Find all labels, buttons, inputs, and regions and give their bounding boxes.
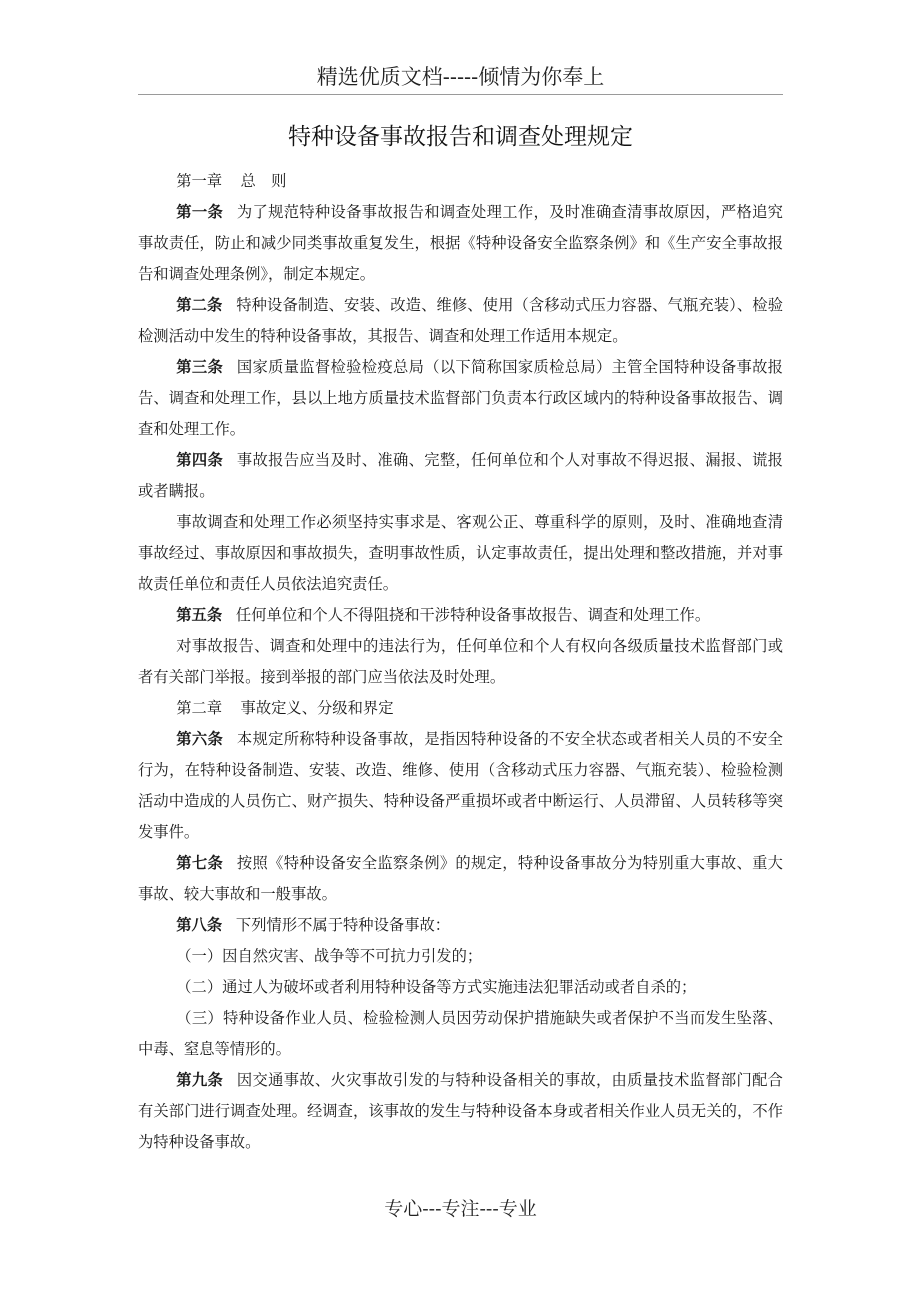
article-text: 任何单位和个人不得阻挠和干涉特种设备事故报告、调查和处理工作。 <box>235 606 711 624</box>
article-label: 第二条 <box>176 296 223 314</box>
article-paragraph <box>138 848 783 910</box>
chapter-heading <box>138 166 783 197</box>
article-paragraph <box>138 197 783 290</box>
chapter-heading <box>138 693 783 724</box>
article-paragraph <box>138 724 783 848</box>
article-label: 第八条 <box>176 916 223 934</box>
article-paragraph <box>138 1065 783 1158</box>
article-label: 第五条 <box>176 606 223 624</box>
article-text: 为了规范特种设备事故报告和调查处理工作，及时准确查清事故原因，严格追究事故责任，防止和减少同类事故重复发生，根据《特种设备安全监察条例》和《生产安全事故报告和调查处理条例》，制定本规定。 <box>138 203 783 283</box>
body-paragraph: 事故调查和处理工作必须坚持实事求是、客观公正、尊重科学的原则，及时、准确地查清事故经过、事故原因和事故损失，查明事故性质，认定事故责任，提出处理和整改措施，并对事故责任单位和责任人员依法追究责任。 <box>138 513 783 593</box>
article-paragraph <box>138 352 783 445</box>
list-item: （一）因自然灾害、战争等不可抗力引发的； <box>176 947 483 965</box>
article-paragraph <box>138 600 783 631</box>
article-label: 第一条 <box>176 203 224 221</box>
article-text: 国家质量监督检验检疫总局（以下简称国家质检总局）主管全国特种设备事故报告、调查和处理工作，县以上地方质量技术监督部门负责本行政区域内的特种设备事故报告、调查和处理工作。 <box>138 358 783 438</box>
document-body <box>138 166 783 1158</box>
article-paragraph <box>138 445 783 507</box>
list-item: （三）特种设备作业人员、检验检测人员因劳动保护措施缺失或者保护不当而发生坠落、中毒、窒息等情形的。 <box>138 1009 783 1058</box>
article-label: 第六条 <box>176 730 224 748</box>
article-label: 第七条 <box>176 854 224 872</box>
article-text: 本规定所称特种设备事故，是指因特种设备的不安全状态或者相关人员的不安全行为，在特种设备制造、安装、改造、维修、使用（含移动式压力容器、气瓶充装）、检验检测活动中造成的人员伤亡、财产损失、特种设备严重损坏或者中断运行、人员滞留、人员转移等突发事件。 <box>138 730 783 841</box>
chapter-label: 第一章 <box>176 172 223 190</box>
article-label: 第三条 <box>176 358 224 376</box>
article-text: 下列情形不属于特种设备事故： <box>235 916 451 934</box>
chapter-name: 事故定义、分级和界定 <box>240 699 394 717</box>
article-text: 事故报告应当及时、准确、完整，任何单位和个人对事故不得迟报、漏报、谎报或者瞒报。 <box>138 451 783 500</box>
chapter-label: 第二章 <box>176 699 223 717</box>
list-item: （二）通过人为破坏或者利用特种设备等方式实施违法犯罪活动或者自杀的； <box>176 978 697 996</box>
chapter-name: 总 则 <box>240 172 287 190</box>
article-text: 因交通事故、火灾事故引发的与特种设备相关的事故，由质量技术监督部门配合有关部门进行调查处理。经调查，该事故的发生与特种设备本身或者相关作业人员无关的，不作为特种设备事故。 <box>138 1071 783 1151</box>
article-paragraph <box>138 290 783 352</box>
page-footer: 专心---专注---专业 <box>384 1198 537 1220</box>
article-label: 第九条 <box>176 1071 224 1089</box>
article-label: 第四条 <box>176 451 224 469</box>
article-text: 按照《特种设备安全监察条例》的规定，特种设备事故分为特别重大事故、重大事故、较大事故和一般事故。 <box>138 854 783 903</box>
article-paragraph <box>138 910 783 941</box>
article-text: 特种设备制造、安装、改造、维修、使用（含移动式压力容器、气瓶充装）、检验检测活动中发生的特种设备事故，其报告、调查和处理工作适用本规定。 <box>138 296 783 345</box>
page-header: 精选优质文档-----倾情为你奉上 <box>138 62 783 95</box>
body-paragraph: 对事故报告、调查和处理中的违法行为，任何单位和个人有权向各级质量技术监督部门或者有关部门举报。接到举报的部门应当依法及时处理。 <box>138 637 783 686</box>
document-title: 特种设备事故报告和调查处理规定 <box>288 124 633 150</box>
